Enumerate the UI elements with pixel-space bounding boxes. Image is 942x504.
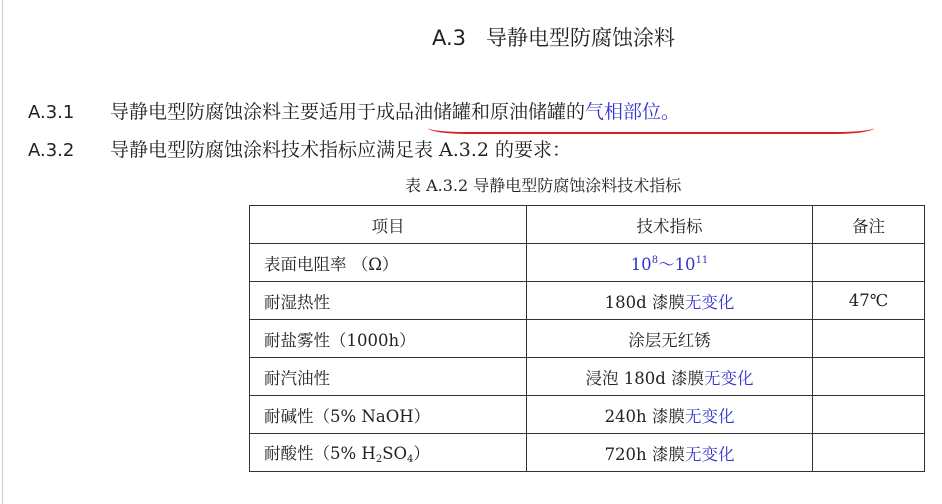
header-note: 备注 [813,206,925,244]
row-note: 47℃ [813,282,925,320]
row-spec [527,282,813,320]
row-note [813,358,925,396]
section-title-text: 导静电型防腐蚀涂料 [486,26,676,50]
spec-highlight: 无变化 [684,292,735,312]
spec-base: 10 [674,254,696,274]
row-item: 耐盐雾性（1000h） [250,320,527,358]
clause-a-3-2 [28,135,571,162]
row-item: 耐汽油性 [250,358,527,396]
table-caption: 表 A.3.2 导静电型防腐蚀涂料技术指标 [405,176,682,195]
spec-text: 180d 漆膜 [604,292,685,312]
item-subscript: 2 [375,454,383,465]
red-annotation-underline [428,124,874,134]
spec-text: 涂层无红锈 [628,330,711,350]
clause-a-3-1 [28,97,680,124]
row-item [250,434,527,472]
item-text: 耐酸性（5% H [264,444,376,463]
header-item: 项目 [250,206,527,244]
item-text: SO [382,444,408,463]
clause-text: 导静电型防腐蚀涂料技术指标应满足表 A.3.2 的要求： [110,139,572,161]
item-text: ） [413,444,430,463]
row-spec [527,396,813,434]
table-row [250,434,925,472]
row-note [813,320,925,358]
item-subscript: 4 [407,454,414,465]
spec-highlight: 无变化 [684,444,735,464]
row-item: 耐湿热性 [250,282,527,320]
row-item: 耐碱性（5% NaOH） [250,396,527,434]
header-spec: 技术指标 [527,206,813,244]
page-edge-rule [2,0,3,504]
table-header-row [250,206,925,244]
spec-separator: ～ [658,254,675,274]
spec-highlight: 无变化 [684,406,735,426]
row-note [813,434,925,472]
table-row [250,244,925,282]
table-row [250,358,925,396]
row-note [813,244,925,282]
section-heading [432,22,675,52]
table-row [250,396,925,434]
spec-text: 720h 漆膜 [604,444,685,464]
row-item: 表面电阻率 （Ω） [250,244,527,282]
spec-exponent: 8 [651,254,659,266]
table-row [250,320,925,358]
clause-number: A.3.1 [28,102,75,123]
row-spec [527,244,813,282]
table-row [250,282,925,320]
clause-text: 导静电型防腐蚀涂料主要适用于成品油储罐和原油储罐的 [110,101,586,123]
spec-text: 浸泡 180d 漆膜 [585,368,705,388]
spec-highlight: 无变化 [704,368,754,388]
row-spec [527,320,813,358]
row-spec [527,358,813,396]
spec-base: 10 [630,254,652,274]
spec-table [249,205,925,472]
clause-number: A.3.2 [28,140,75,161]
section-number: A.3 [432,26,467,50]
spec-text: 240h 漆膜 [604,406,685,426]
row-spec [527,434,813,472]
row-note [813,396,925,434]
spec-exponent: 11 [695,254,709,266]
clause-highlight-text: 气相部位。 [585,101,681,123]
